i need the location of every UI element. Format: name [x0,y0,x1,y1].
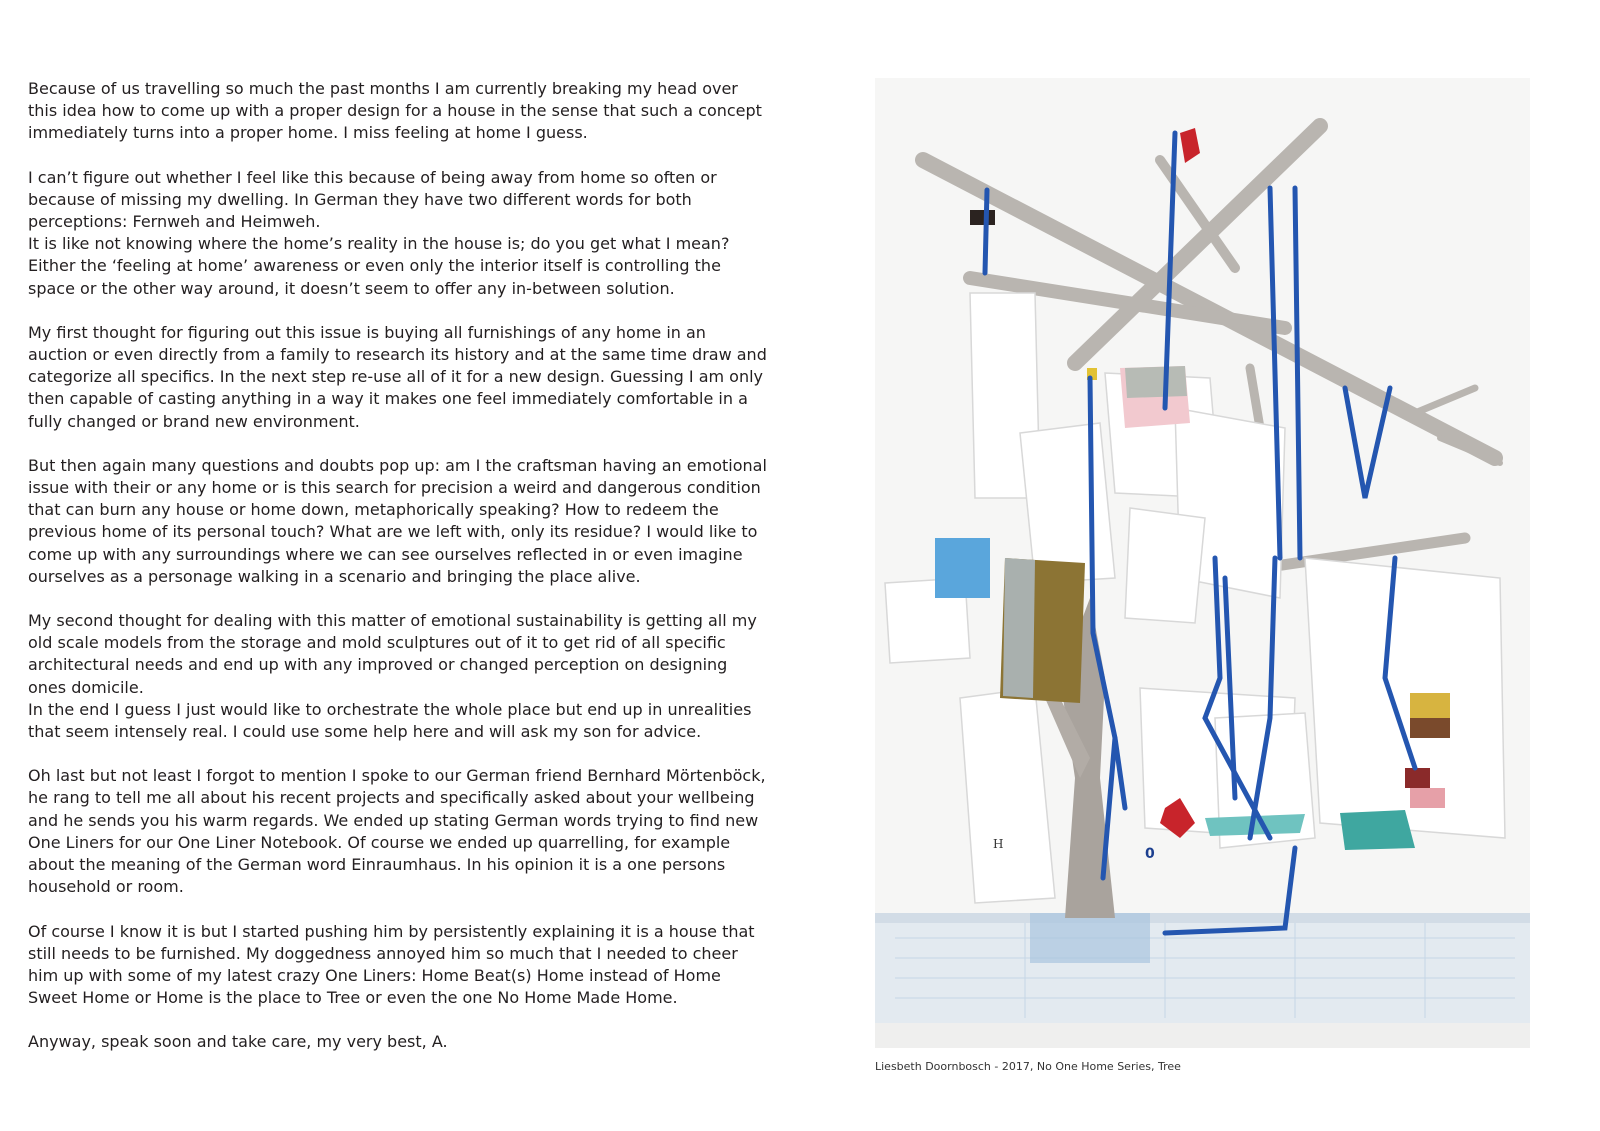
artwork-photo [875,78,1530,1048]
tag-letter-zero: 0 [1145,846,1155,862]
plinth-recess [1030,913,1150,963]
paragraph: I can’t figure out whether I feel like this because of being away from home so often or because of missing my dwelling. In German they have two different words for both perceptions: Fernweh and Heimweh. [28,167,717,232]
sage-panel [1125,366,1187,398]
plinth-base [875,1023,1530,1048]
photo-caption: Liesbeth Doornbosch - 2017, No One Home Series, Tree [875,1060,1181,1073]
grey-panel [1003,558,1035,698]
paragraph: Because of us travelling so much the past months I am currently breaking my head over this idea how to come up with a proper design for a house in the sense that such a concept immediately turns into a proper home. I miss feeling at home I guess. [28,79,762,143]
paragraph: But then again many questions and doubts pop up: am I the craftsman having an emotional issue with their or any home or is this search for precision a weird and dangerous condition that can burn any house or home down, metaphorically speaking? How to redeem the previous home of its personal touch? What are we left with, only its residue? I would like to come up with any surroundings where we can see ourselves reflected in or even imagine ourselves as a personage walking in a scenario and bringing the place alive. [28,455,767,586]
tag-letter-h: H [993,837,1004,851]
brown-swatch [1410,718,1450,738]
paragraph: My second thought for dealing with this matter of emotional sustainability is getting all my old scale models from the storage and mold sculptures out of it to get rid of all specific architectural needs and end up with any improved or changed perception on designing ones domicile. [28,611,757,697]
paragraph: Anyway, speak soon and take care, my very best, A. [28,1032,448,1052]
paragraph: In the end I guess I just would like to orchestrate the whole place but end up in unrealities that seem intensely real. I could use some help here and will ask my son for advice. [28,699,752,742]
letter-text [28,78,768,1076]
plinth-edge [875,913,1530,923]
maroon-swatch [1405,768,1430,788]
blue-swatch [935,538,990,598]
paragraph: It is like not knowing where the home’s reality in the house is; do you get what I mean? Either the ‘feeling at home’ awareness or even only the interior itself is controlling the space or the other way around, it doesn’t seem to offer any in-between solution. [28,234,730,298]
dark-tab [970,210,995,225]
teal-panel [1340,810,1415,850]
paragraph: My first thought for figuring out this issue is buying all furnishings of any home in an auction or even directly from a family to research its history and at the same time draw and categorize all specifics. In the next step re-use all of it for a new design. Guessing I am only then capable of casting anything in a way it makes one feel immediately comfortable in a fully changed or brand new environment. [28,322,767,431]
yellow-swatch [1410,693,1450,718]
rose-swatch [1410,788,1445,808]
tree-sculpture-illustration [875,78,1530,1048]
paragraph: Of course I know it is but I started pushing him by persistently explaining it is a house that still needs to be furnished. My doggedness annoyed him so much that I needed to cheer him up with some of my latest crazy One Liners: Home Beat(s) Home instead of Home Sweet Home or Home is the place to Tree or even the one No Home Made Home. [28,921,755,1008]
paragraph: Oh last but not least I forgot to mention I spoke to our German friend Bernhard Mörtenböck, he rang to tell me all about his recent projects and specifically asked about your wellbeing and he sends you his warm regards. We ended up stating German words trying to find new One Liners for our One Liner Notebook. Of course we ended up quarrelling, for example about the meaning of the German word Einraumhaus. In his opinion it is a one persons household or room. [28,766,766,897]
